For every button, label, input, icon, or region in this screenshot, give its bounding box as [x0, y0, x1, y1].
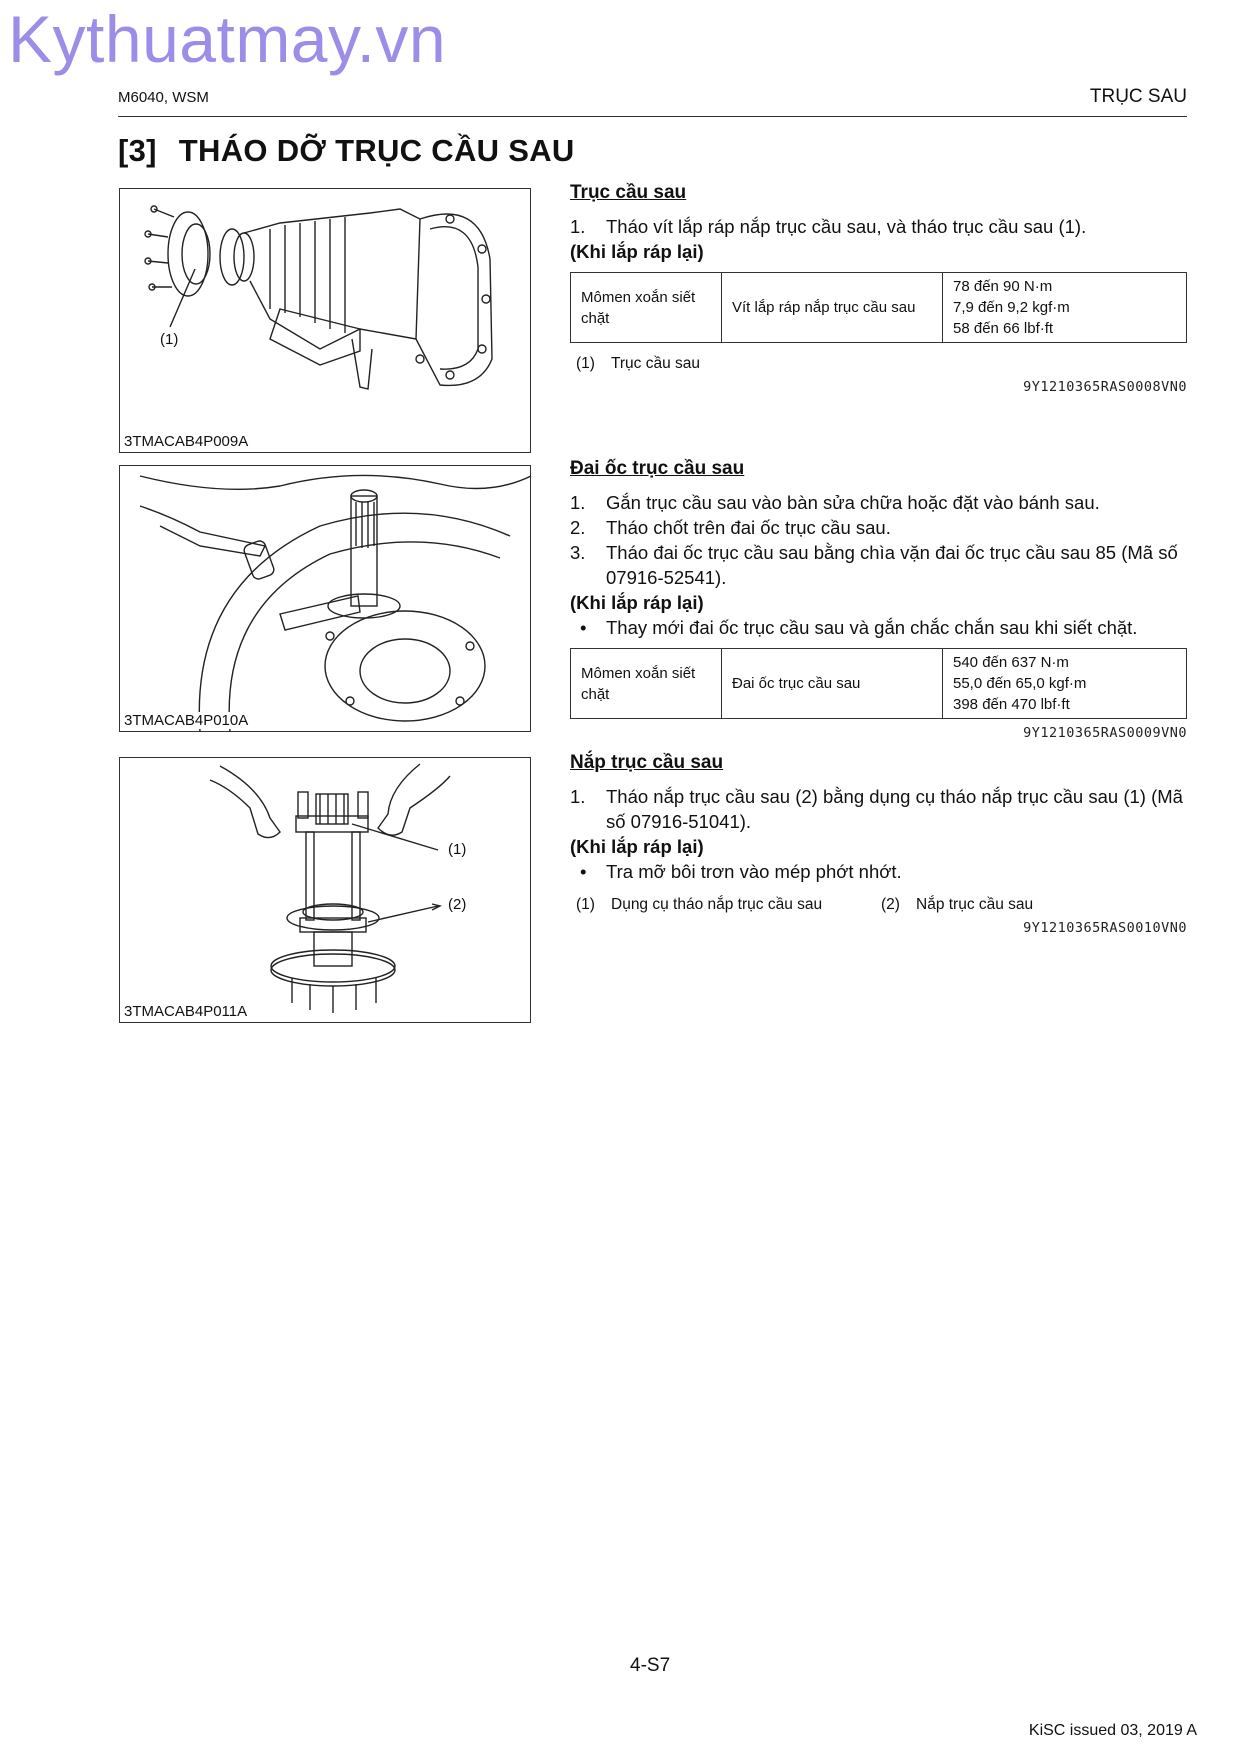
page-number: 4-S7 [630, 1655, 671, 1676]
reference-code: 9Y1210365RAS0008VN0 [1023, 379, 1187, 395]
torque-table [570, 648, 1187, 719]
axle-cover-illustration [120, 758, 532, 1024]
torque-item: Vít lắp ráp nắp trục cầu sau [722, 273, 943, 343]
issue-note: KiSC issued 03, 2019 A [1028, 1722, 1197, 1739]
section-axle-nut [570, 458, 1187, 741]
page-title [118, 133, 575, 169]
reassembly-label: (Khi lắp ráp lại) [570, 592, 704, 613]
step-item: 2. Tháo chốt trên đai ốc trục cầu sau. [570, 517, 891, 538]
step-list [570, 214, 1187, 239]
rear-axle-illustration [120, 189, 532, 454]
section-title: Nắp trục cầu sau [570, 752, 724, 773]
reference-code: 9Y1210365RAS0010VN0 [1023, 920, 1187, 936]
torque-values: 540 đến 637 N·m 55,0 đến 65,0 kgf·m 398 đến 470 lbf·ft [943, 649, 1187, 719]
reference-code: 9Y1210365RAS0009VN0 [1023, 725, 1187, 741]
torque-values: 78 đến 90 N·m 7,9 đến 9,2 kgf·m 58 đến 66 lbf·ft [943, 273, 1187, 343]
reference-list: (1) Trục cầu sau [576, 355, 701, 372]
figure-code: 3TMACAB4P010A [124, 712, 249, 729]
axle-nut-illustration [120, 466, 532, 733]
title-number: [3] [118, 133, 157, 168]
section-title: Đai ốc trục cầu sau [570, 458, 745, 479]
reassembly-label: (Khi lắp ráp lại) [570, 836, 704, 857]
section-axle-cover [570, 752, 1187, 936]
callout-1: (1) [448, 841, 467, 858]
figure-rear-axle [119, 188, 531, 453]
figure-code: 3TMACAB4P009A [124, 433, 249, 450]
torque-item: Đai ốc trục cầu sau [722, 649, 943, 719]
step-list [570, 490, 1187, 590]
reassembly-label: (Khi lắp ráp lại) [570, 241, 704, 262]
section-title: Trục cầu sau [570, 182, 687, 203]
step-item: 3. Tháo đai ốc trục cầu sau bằng chìa vặn đai ốc trục cầu sau 85 (Mã số 07916-52541). [570, 542, 1178, 588]
step-item: 1. Tháo vít lắp ráp nắp trục cầu sau, và tháo trục cầu sau (1). [570, 216, 1087, 237]
figure-code: 3TMACAB4P011A [124, 1003, 248, 1020]
torque-label: Mômen xoắn siết chặt [571, 649, 722, 719]
step-list [570, 784, 1187, 834]
step-item: 1. Gắn trục cầu sau vào bàn sửa chữa hoặc đặt vào bánh sau. [570, 492, 1100, 513]
callout-1: (1) [160, 331, 179, 348]
torque-table [570, 272, 1187, 343]
torque-label: Mômen xoắn siết chặt [571, 273, 722, 343]
figure-axle-nut [119, 465, 531, 732]
watermark: Kythuatmay.vn [8, 2, 447, 76]
header-chapter: TRỤC SAU [1089, 86, 1187, 107]
title-text: THÁO DỠ TRỤC CẦU SAU [178, 133, 575, 168]
section-rear-axle [570, 182, 1187, 395]
bullet-item: • Tra mỡ bôi trơn vào mép phớt nhớt. [580, 861, 902, 882]
figure-axle-cover [119, 757, 531, 1023]
bullet-item: • Thay mới đai ốc trục cầu sau và gắn chắc chắn sau khi siết chặt. [580, 617, 1138, 638]
header-rule [118, 116, 1187, 117]
step-item: 1. Tháo nắp trục cầu sau (2) bằng dụng cụ tháo nắp trục cầu sau (1) (Mã số 07916-51041). [570, 786, 1183, 832]
callout-2: (2) [448, 896, 467, 913]
reference-list: (1) Dụng cụ tháo nắp trục cầu sau (2) Nắp trục cầu sau [576, 896, 1034, 913]
header-model: M6040, WSM [118, 89, 209, 106]
